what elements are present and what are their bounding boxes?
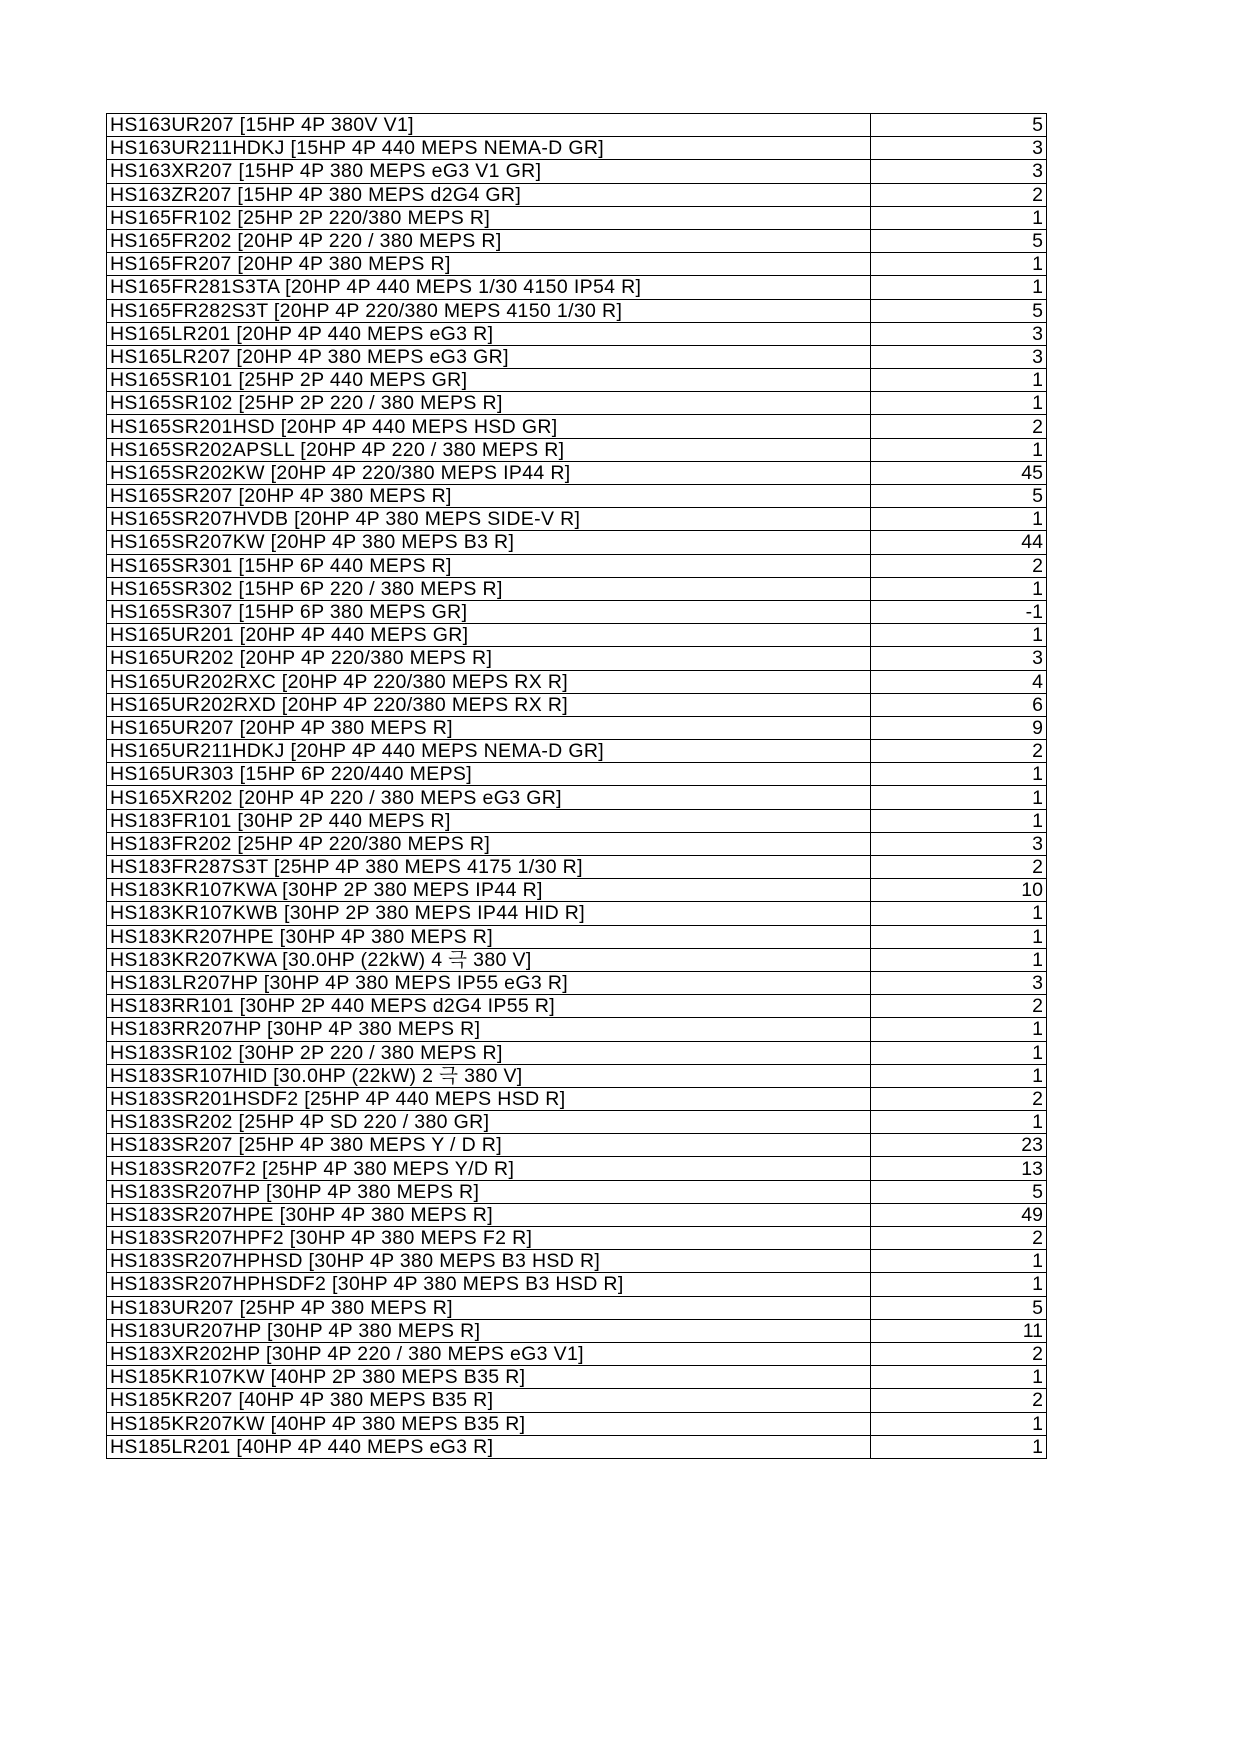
quantity-cell: 6 [871,693,1047,716]
table-row [107,508,1047,531]
item-description-cell: HS183SR207 [25HP 4P 380 MEPS Y / D R] [107,1134,871,1157]
item-description-cell: HS165UR211HDKJ [20HP 4P 440 MEPS NEMA-D GR] [107,740,871,763]
table-row [107,1227,1047,1250]
item-description-cell: HS165SR202KW [20HP 4P 220/380 MEPS IP44 R] [107,461,871,484]
quantity-cell: 1 [871,1412,1047,1435]
quantity-cell: 2 [871,995,1047,1018]
item-description-cell: HS183FR202 [25HP 4P 220/380 MEPS R] [107,832,871,855]
item-description-cell: HS183RR101 [30HP 2P 440 MEPS d2G4 IP55 R] [107,995,871,1018]
table-row [107,716,1047,739]
item-description-cell: HS165SR207HVDB [20HP 4P 380 MEPS SIDE-V R] [107,508,871,531]
table-row [107,137,1047,160]
table-row [107,1018,1047,1041]
item-description-cell: HS183RR207HP [30HP 4P 380 MEPS R] [107,1018,871,1041]
table-row [107,600,1047,623]
table-row [107,670,1047,693]
quantity-cell: 2 [871,554,1047,577]
quantity-cell: 3 [871,137,1047,160]
item-description-cell: HS165LR207 [20HP 4P 380 MEPS eG3 GR] [107,345,871,368]
table-row [107,1203,1047,1226]
quantity-cell: 2 [871,183,1047,206]
item-description-cell: HS183KR207KWA [30.0HP (22kW) 4 극 380 V] [107,948,871,971]
item-description-cell: HS183FR101 [30HP 2P 440 MEPS R] [107,809,871,832]
item-description-cell: HS163UR207 [15HP 4P 380V V1] [107,114,871,137]
quantity-cell: 11 [871,1319,1047,1342]
item-description-cell: HS183KR207HPE [30HP 4P 380 MEPS R] [107,925,871,948]
item-description-cell: HS163XR207 [15HP 4P 380 MEPS eG3 V1 GR] [107,160,871,183]
item-description-cell: HS165SR307 [15HP 6P 380 MEPS GR] [107,600,871,623]
quantity-cell: 5 [871,1296,1047,1319]
table-row [107,276,1047,299]
quantity-cell: 49 [871,1203,1047,1226]
item-description-cell: HS165FR202 [20HP 4P 220 / 380 MEPS R] [107,229,871,252]
table-row [107,415,1047,438]
quantity-cell: 2 [871,1087,1047,1110]
quantity-cell: 1 [871,1273,1047,1296]
item-description-cell: HS163ZR207 [15HP 4P 380 MEPS d2G4 GR] [107,183,871,206]
table-row [107,856,1047,879]
table-row [107,1111,1047,1134]
table-row [107,948,1047,971]
quantity-cell: 23 [871,1134,1047,1157]
table-row [107,206,1047,229]
quantity-cell: 1 [871,369,1047,392]
quantity-cell: 3 [871,345,1047,368]
quantity-cell: 1 [871,1111,1047,1134]
inventory-sheet [106,113,1046,1459]
table-row [107,1366,1047,1389]
quantity-cell: 2 [871,740,1047,763]
item-description-cell: HS165SR207KW [20HP 4P 380 MEPS B3 R] [107,531,871,554]
table-row [107,531,1047,554]
item-description-cell: HS163UR211HDKJ [15HP 4P 440 MEPS NEMA-D GR] [107,137,871,160]
quantity-cell: 1 [871,392,1047,415]
item-description-cell: HS183KR107KWA [30HP 2P 380 MEPS IP44 R] [107,879,871,902]
quantity-cell: 1 [871,438,1047,461]
item-description-cell: HS165XR202 [20HP 4P 220 / 380 MEPS eG3 GR] [107,786,871,809]
table-row [107,1157,1047,1180]
item-description-cell: HS183SR201HSDF2 [25HP 4P 440 MEPS HSD R] [107,1087,871,1110]
item-description-cell: HS183SR207HPHSD [30HP 4P 380 MEPS B3 HSD R] [107,1250,871,1273]
item-description-cell: HS183SR207F2 [25HP 4P 380 MEPS Y/D R] [107,1157,871,1180]
table-row [107,786,1047,809]
quantity-cell: 4 [871,670,1047,693]
table-row [107,369,1047,392]
quantity-cell: 1 [871,624,1047,647]
quantity-cell: 1 [871,1435,1047,1458]
quantity-cell: 5 [871,229,1047,252]
quantity-cell: 1 [871,763,1047,786]
item-description-cell: HS165UR207 [20HP 4P 380 MEPS R] [107,716,871,739]
quantity-cell: 13 [871,1157,1047,1180]
item-description-cell: HS185KR207KW [40HP 4P 380 MEPS B35 R] [107,1412,871,1435]
table-row [107,229,1047,252]
item-description-cell: HS165FR102 [25HP 2P 220/380 MEPS R] [107,206,871,229]
quantity-cell: 1 [871,809,1047,832]
table-row [107,1435,1047,1458]
table-row [107,1389,1047,1412]
item-description-cell: HS183SR207HPHSDF2 [30HP 4P 380 MEPS B3 HSD R] [107,1273,871,1296]
item-description-cell: HS183SR202 [25HP 4P SD 220 / 380 GR] [107,1111,871,1134]
table-row [107,1180,1047,1203]
inventory-table [106,113,1047,1459]
table-row [107,1041,1047,1064]
table-row [107,461,1047,484]
quantity-cell: 9 [871,716,1047,739]
item-description-cell: HS165FR281S3TA [20HP 4P 440 MEPS 1/30 4150 IP54 R] [107,276,871,299]
item-description-cell: HS165SR202APSLL [20HP 4P 220 / 380 MEPS R] [107,438,871,461]
quantity-cell: 3 [871,971,1047,994]
item-description-cell: HS165SR102 [25HP 2P 220 / 380 MEPS R] [107,392,871,415]
quantity-cell: 1 [871,276,1047,299]
quantity-cell: 1 [871,902,1047,925]
table-row [107,1412,1047,1435]
item-description-cell: HS165LR201 [20HP 4P 440 MEPS eG3 R] [107,322,871,345]
quantity-cell: 1 [871,1018,1047,1041]
table-row [107,902,1047,925]
item-description-cell: HS183SR207HP [30HP 4P 380 MEPS R] [107,1180,871,1203]
quantity-cell: 5 [871,114,1047,137]
table-row [107,183,1047,206]
quantity-cell: 2 [871,1389,1047,1412]
item-description-cell: HS165UR202RXC [20HP 4P 220/380 MEPS RX R] [107,670,871,693]
quantity-cell: -1 [871,600,1047,623]
table-row [107,1134,1047,1157]
item-description-cell: HS185LR201 [40HP 4P 440 MEPS eG3 R] [107,1435,871,1458]
table-row [107,345,1047,368]
table-row [107,1342,1047,1365]
quantity-cell: 3 [871,647,1047,670]
table-row [107,925,1047,948]
quantity-cell: 1 [871,1064,1047,1087]
item-description-cell: HS165SR301 [15HP 6P 440 MEPS R] [107,554,871,577]
item-description-cell: HS185KR207 [40HP 4P 380 MEPS B35 R] [107,1389,871,1412]
table-row [107,763,1047,786]
quantity-cell: 45 [871,461,1047,484]
quantity-cell: 1 [871,253,1047,276]
item-description-cell: HS185KR107KW [40HP 2P 380 MEPS B35 R] [107,1366,871,1389]
table-row [107,971,1047,994]
table-row [107,1087,1047,1110]
table-row [107,995,1047,1018]
quantity-cell: 1 [871,1250,1047,1273]
quantity-cell: 2 [871,1342,1047,1365]
item-description-cell: HS165SR302 [15HP 6P 220 / 380 MEPS R] [107,577,871,600]
table-row [107,693,1047,716]
item-description-cell: HS183KR107KWB [30HP 2P 380 MEPS IP44 HID R] [107,902,871,925]
quantity-cell: 1 [871,786,1047,809]
table-row [107,392,1047,415]
quantity-cell: 1 [871,206,1047,229]
quantity-cell: 1 [871,1366,1047,1389]
table-row [107,577,1047,600]
table-row [107,1250,1047,1273]
item-description-cell: HS165SR101 [25HP 2P 440 MEPS GR] [107,369,871,392]
table-row [107,809,1047,832]
quantity-cell: 44 [871,531,1047,554]
table-row [107,114,1047,137]
table-row [107,322,1047,345]
item-description-cell: HS165UR202RXD [20HP 4P 220/380 MEPS RX R] [107,693,871,716]
item-description-cell: HS183UR207HP [30HP 4P 380 MEPS R] [107,1319,871,1342]
quantity-cell: 3 [871,832,1047,855]
table-row [107,1273,1047,1296]
table-row [107,554,1047,577]
quantity-cell: 1 [871,948,1047,971]
table-row [107,647,1047,670]
quantity-cell: 2 [871,415,1047,438]
item-description-cell: HS183SR107HID [30.0HP (22kW) 2 극 380 V] [107,1064,871,1087]
quantity-cell: 5 [871,299,1047,322]
quantity-cell: 1 [871,925,1047,948]
item-description-cell: HS183SR207HPF2 [30HP 4P 380 MEPS F2 R] [107,1227,871,1250]
item-description-cell: HS183FR287S3T [25HP 4P 380 MEPS 4175 1/30 R] [107,856,871,879]
table-row [107,299,1047,322]
quantity-cell: 1 [871,1041,1047,1064]
quantity-cell: 5 [871,485,1047,508]
item-description-cell: HS165UR201 [20HP 4P 440 MEPS GR] [107,624,871,647]
quantity-cell: 2 [871,856,1047,879]
item-description-cell: HS165UR303 [15HP 6P 220/440 MEPS] [107,763,871,786]
quantity-cell: 10 [871,879,1047,902]
quantity-cell: 1 [871,577,1047,600]
item-description-cell: HS183SR207HPE [30HP 4P 380 MEPS R] [107,1203,871,1226]
table-row [107,485,1047,508]
table-row [107,624,1047,647]
inventory-table-body [107,114,1047,1459]
table-row [107,832,1047,855]
item-description-cell: HS165UR202 [20HP 4P 220/380 MEPS R] [107,647,871,670]
quantity-cell: 1 [871,508,1047,531]
quantity-cell: 5 [871,1180,1047,1203]
item-description-cell: HS165SR201HSD [20HP 4P 440 MEPS HSD GR] [107,415,871,438]
table-row [107,253,1047,276]
table-row [107,1064,1047,1087]
quantity-cell: 3 [871,160,1047,183]
quantity-cell: 2 [871,1227,1047,1250]
item-description-cell: HS165SR207 [20HP 4P 380 MEPS R] [107,485,871,508]
item-description-cell: HS165FR207 [20HP 4P 380 MEPS R] [107,253,871,276]
table-row [107,1319,1047,1342]
item-description-cell: HS183SR102 [30HP 2P 220 / 380 MEPS R] [107,1041,871,1064]
quantity-cell: 3 [871,322,1047,345]
item-description-cell: HS183XR202HP [30HP 4P 220 / 380 MEPS eG3 V1] [107,1342,871,1365]
table-row [107,160,1047,183]
item-description-cell: HS183UR207 [25HP 4P 380 MEPS R] [107,1296,871,1319]
table-row [107,879,1047,902]
table-row [107,1296,1047,1319]
item-description-cell: HS165FR282S3T [20HP 4P 220/380 MEPS 4150 1/30 R] [107,299,871,322]
item-description-cell: HS183LR207HP [30HP 4P 380 MEPS IP55 eG3 R] [107,971,871,994]
table-row [107,438,1047,461]
table-row [107,740,1047,763]
